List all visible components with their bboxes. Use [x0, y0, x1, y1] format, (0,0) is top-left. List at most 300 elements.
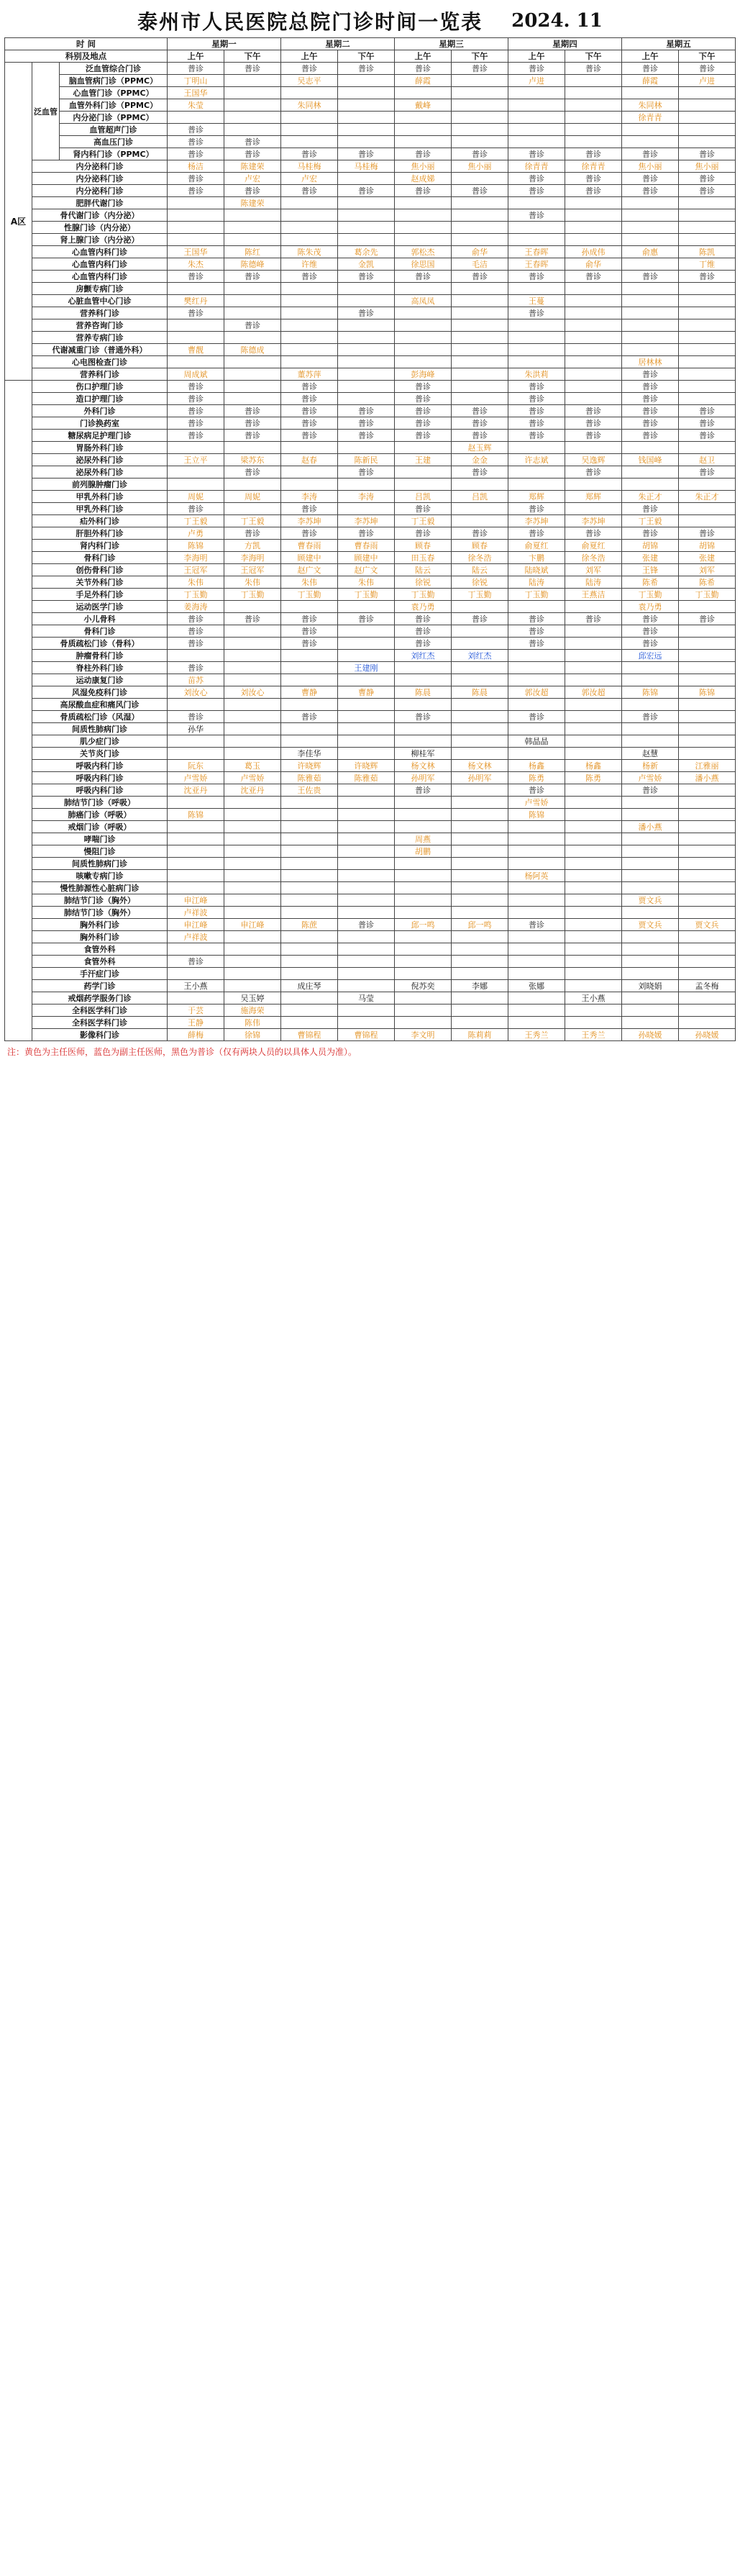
schedule-cell: 王春晖	[508, 258, 565, 271]
schedule-cell	[281, 601, 338, 613]
department-name: 心血管门诊（PPMC）	[60, 87, 168, 99]
schedule-cell: 普诊	[452, 271, 508, 283]
schedule-cell: 普诊	[622, 784, 679, 797]
schedule-cell	[281, 723, 338, 735]
department-name: 创伤骨科门诊	[32, 564, 168, 576]
schedule-cell	[452, 479, 508, 491]
schedule-cell: 贾文兵	[679, 919, 736, 931]
schedule-cell: 吴逸辉	[565, 454, 622, 466]
schedule-cell	[224, 112, 281, 124]
schedule-cell	[338, 368, 395, 381]
schedule-cell: 普诊	[565, 466, 622, 479]
schedule-cell	[395, 209, 452, 222]
schedule-cell: 杨洁	[168, 160, 224, 173]
department-name: 甲乳外科门诊	[32, 491, 168, 503]
schedule-cell	[508, 332, 565, 344]
schedule-cell: 毛洁	[452, 258, 508, 271]
schedule-cell	[679, 344, 736, 356]
table-row	[5, 173, 736, 185]
schedule-cell	[338, 711, 395, 723]
schedule-cell	[281, 283, 338, 295]
schedule-cell	[565, 650, 622, 662]
table-row	[5, 75, 736, 87]
schedule-cell	[168, 442, 224, 454]
schedule-cell: 郭松杰	[395, 246, 452, 258]
schedule-cell: 普诊	[565, 405, 622, 417]
schedule-cell: 杨新	[622, 760, 679, 772]
department-name: 咳嗽专病门诊	[32, 870, 168, 882]
schedule-cell: 普诊	[622, 63, 679, 75]
schedule-cell: 孙晓媛	[622, 1029, 679, 1041]
schedule-cell: 普诊	[452, 63, 508, 75]
schedule-cell: 潘小燕	[622, 821, 679, 833]
schedule-cell: 普诊	[168, 711, 224, 723]
table-row	[5, 894, 736, 907]
schedule-cell	[452, 197, 508, 209]
schedule-cell	[224, 943, 281, 956]
schedule-cell: 居林林	[622, 356, 679, 368]
schedule-cell	[338, 99, 395, 112]
schedule-cell	[452, 209, 508, 222]
schedule-cell	[224, 833, 281, 845]
table-row	[5, 356, 736, 368]
schedule-cell	[565, 809, 622, 821]
table-row	[5, 650, 736, 662]
schedule-cell: 普诊	[281, 625, 338, 638]
schedule-cell: 刘军	[679, 564, 736, 576]
schedule-cell: 赵成娣	[395, 173, 452, 185]
schedule-cell: 普诊	[281, 405, 338, 417]
department-name: 糖尿病足护理门诊	[32, 430, 168, 442]
schedule-cell	[622, 1004, 679, 1017]
schedule-cell	[168, 845, 224, 858]
schedule-cell	[679, 601, 736, 613]
schedule-cell	[679, 638, 736, 650]
schedule-cell	[224, 894, 281, 907]
department-name: 呼吸内科门诊	[32, 760, 168, 772]
schedule-cell	[224, 124, 281, 136]
schedule-cell: 梁苏东	[224, 454, 281, 466]
schedule-cell: 普诊	[168, 173, 224, 185]
schedule-cell	[395, 332, 452, 344]
schedule-cell: 普诊	[565, 63, 622, 75]
department-name: 骨科门诊	[32, 625, 168, 638]
schedule-cell	[281, 968, 338, 980]
schedule-cell: 普诊	[224, 63, 281, 75]
schedule-cell	[224, 625, 281, 638]
schedule-cell: 普诊	[224, 185, 281, 197]
table-row	[5, 601, 736, 613]
schedule-cell	[338, 479, 395, 491]
table-row	[5, 858, 736, 870]
schedule-cell	[565, 931, 622, 943]
department-name: 胸外科门诊	[32, 919, 168, 931]
zone-label: A区	[5, 63, 32, 381]
schedule-cell	[168, 112, 224, 124]
schedule-cell	[452, 845, 508, 858]
schedule-cell: 朱同林	[281, 99, 338, 112]
schedule-cell	[622, 124, 679, 136]
schedule-cell: 普诊	[679, 466, 736, 479]
schedule-cell	[338, 650, 395, 662]
schedule-cell	[395, 735, 452, 748]
schedule-cell	[395, 319, 452, 332]
schedule-cell	[565, 1004, 622, 1017]
schedule-cell: 丁玉勤	[281, 589, 338, 601]
schedule-cell	[565, 442, 622, 454]
schedule-cell: 丁王毅	[168, 515, 224, 527]
time-label: 时 间	[5, 38, 168, 50]
schedule-cell: 苗苏	[168, 674, 224, 686]
schedule-cell	[622, 479, 679, 491]
schedule-cell: 金凯	[338, 258, 395, 271]
schedule-cell: 郑辉	[508, 491, 565, 503]
table-row	[5, 503, 736, 515]
schedule-cell	[622, 283, 679, 295]
department-name: 关节外科门诊	[32, 576, 168, 589]
department-name: 营养科门诊	[32, 307, 168, 319]
schedule-cell: 普诊	[452, 430, 508, 442]
schedule-cell: 施海荣	[224, 1004, 281, 1017]
schedule-cell	[622, 197, 679, 209]
schedule-cell: 徐锐	[395, 576, 452, 589]
schedule-cell	[168, 882, 224, 894]
schedule-cell: 阮东	[168, 760, 224, 772]
schedule-cell: 李娜	[452, 980, 508, 992]
schedule-cell	[168, 466, 224, 479]
schedule-cell: 普诊	[281, 417, 338, 430]
schedule-cell	[565, 956, 622, 968]
schedule-cell	[452, 112, 508, 124]
schedule-cell	[281, 882, 338, 894]
schedule-cell: 刘红杰	[395, 650, 452, 662]
schedule-cell	[452, 307, 508, 319]
department-name: 间质性肺病门诊	[32, 858, 168, 870]
schedule-cell: 普诊	[338, 405, 395, 417]
schedule-cell	[622, 809, 679, 821]
schedule-cell: 杨鑫	[508, 760, 565, 772]
schedule-cell	[281, 344, 338, 356]
schedule-cell	[452, 283, 508, 295]
schedule-cell: 孙华	[168, 723, 224, 735]
schedule-cell	[565, 344, 622, 356]
schedule-cell	[338, 845, 395, 858]
schedule-cell: 焦小丽	[679, 160, 736, 173]
table-row	[5, 821, 736, 833]
schedule-cell: 王燕洁	[565, 589, 622, 601]
department-name: 高血压门诊	[60, 136, 168, 148]
schedule-cell: 李海明	[168, 552, 224, 564]
schedule-cell	[395, 992, 452, 1004]
schedule-cell: 普诊	[281, 638, 338, 650]
schedule-cell	[338, 821, 395, 833]
schedule-cell	[565, 748, 622, 760]
table-row	[5, 968, 736, 980]
schedule-cell: 丁玉勤	[168, 589, 224, 601]
schedule-cell	[452, 833, 508, 845]
schedule-cell	[565, 1017, 622, 1029]
schedule-cell: 顾建中	[281, 552, 338, 564]
schedule-cell: 沈亚丹	[224, 784, 281, 797]
schedule-cell: 普诊	[168, 638, 224, 650]
schedule-cell: 普诊	[168, 136, 224, 148]
schedule-cell	[565, 99, 622, 112]
schedule-cell: 普诊	[508, 209, 565, 222]
schedule-cell	[508, 748, 565, 760]
location-column	[5, 381, 32, 1041]
schedule-cell	[338, 75, 395, 87]
schedule-cell	[679, 821, 736, 833]
schedule-cell: 朱正才	[679, 491, 736, 503]
table-row	[5, 564, 736, 576]
schedule-cell: 曹锦程	[338, 1029, 395, 1041]
department-name: 小儿骨科	[32, 613, 168, 625]
schedule-cell: 陈雅茹	[281, 772, 338, 784]
schedule-cell	[452, 748, 508, 760]
table-row	[5, 956, 736, 968]
department-name: 肾内科门诊	[32, 540, 168, 552]
schedule-cell	[452, 723, 508, 735]
schedule-cell	[508, 222, 565, 234]
schedule-cell: 王佐贵	[281, 784, 338, 797]
table-row	[5, 160, 736, 173]
schedule-cell: 马桂梅	[338, 160, 395, 173]
department-name: 全科医学科门诊	[32, 1017, 168, 1029]
schedule-cell	[281, 1017, 338, 1029]
schedule-cell: 马桂梅	[281, 160, 338, 173]
schedule-cell: 普诊	[679, 271, 736, 283]
schedule-cell: 陈建荣	[224, 197, 281, 209]
schedule-cell: 戴峰	[395, 99, 452, 112]
schedule-cell	[565, 870, 622, 882]
schedule-cell: 徐冬浩	[565, 552, 622, 564]
schedule-cell: 陈建荣	[224, 160, 281, 173]
schedule-cell	[452, 173, 508, 185]
schedule-cell: 普诊	[281, 430, 338, 442]
table-row	[5, 797, 736, 809]
schedule-cell: 普诊	[508, 784, 565, 797]
schedule-cell	[508, 821, 565, 833]
schedule-cell	[508, 650, 565, 662]
schedule-cell: 陆云	[452, 564, 508, 576]
schedule-cell: 普诊	[508, 393, 565, 405]
schedule-cell: 徐锐	[452, 576, 508, 589]
schedule-cell: 普诊	[281, 393, 338, 405]
schedule-cell: 普诊	[395, 271, 452, 283]
schedule-cell: 普诊	[281, 63, 338, 75]
schedule-cell: 杨鑫	[565, 760, 622, 772]
schedule-cell: 卢进	[679, 75, 736, 87]
schedule-cell: 贾文兵	[622, 894, 679, 907]
schedule-cell	[338, 1004, 395, 1017]
schedule-cell: 普诊	[508, 430, 565, 442]
schedule-cell: 普诊	[395, 185, 452, 197]
schedule-cell	[338, 442, 395, 454]
table-row	[5, 845, 736, 858]
schedule-cell	[565, 136, 622, 148]
schedule-cell: 王建刚	[338, 662, 395, 674]
schedule-cell: 顾春	[395, 540, 452, 552]
day-header: 星期二	[281, 38, 395, 50]
schedule-cell: 曹春雨	[281, 540, 338, 552]
schedule-cell	[395, 87, 452, 99]
schedule-cell	[679, 845, 736, 858]
schedule-cell: 吴玉婷	[224, 992, 281, 1004]
department-name: 代谢减重门诊（普通外科）	[32, 344, 168, 356]
schedule-cell: 普诊	[508, 638, 565, 650]
department-name: 药学门诊	[32, 980, 168, 992]
schedule-cell	[508, 112, 565, 124]
schedule-cell	[565, 980, 622, 992]
schedule-cell	[452, 393, 508, 405]
schedule-cell: 普诊	[168, 613, 224, 625]
schedule-cell	[281, 234, 338, 246]
schedule-cell	[565, 882, 622, 894]
department-name: 关节炎门诊	[32, 748, 168, 760]
schedule-cell: 卞鹏	[508, 552, 565, 564]
table-row	[5, 491, 736, 503]
department-name: 造口护理门诊	[32, 393, 168, 405]
schedule-cell	[281, 222, 338, 234]
schedule-cell	[281, 870, 338, 882]
schedule-cell: 普诊	[338, 527, 395, 540]
schedule-cell	[452, 222, 508, 234]
table-row	[5, 307, 736, 319]
table-row	[5, 1029, 736, 1041]
schedule-cell: 袁乃勇	[622, 601, 679, 613]
schedule-cell	[622, 674, 679, 686]
schedule-cell: 李涛	[281, 491, 338, 503]
schedule-cell	[622, 907, 679, 919]
schedule-cell: 普诊	[679, 405, 736, 417]
schedule-cell	[338, 833, 395, 845]
schedule-cell	[679, 136, 736, 148]
schedule-cell	[168, 332, 224, 344]
schedule-cell: 陈蔗	[281, 919, 338, 931]
schedule-cell: 王春晖	[508, 246, 565, 258]
schedule-cell	[224, 442, 281, 454]
schedule-cell	[168, 943, 224, 956]
schedule-cell	[395, 356, 452, 368]
table-row	[5, 234, 736, 246]
department-name: 外科门诊	[32, 405, 168, 417]
schedule-cell	[565, 368, 622, 381]
schedule-cell: 柳桂军	[395, 748, 452, 760]
schedule-cell	[622, 222, 679, 234]
table-row	[5, 197, 736, 209]
schedule-cell	[168, 319, 224, 332]
schedule-cell: 普诊	[224, 319, 281, 332]
schedule-cell: 王国华	[168, 246, 224, 258]
schedule-cell: 丁玉勤	[679, 589, 736, 601]
schedule-cell	[395, 479, 452, 491]
schedule-cell	[565, 907, 622, 919]
schedule-cell	[622, 1017, 679, 1029]
schedule-cell: 顾春	[452, 540, 508, 552]
schedule-cell: 普诊	[338, 307, 395, 319]
schedule-cell: 李苏坤	[281, 515, 338, 527]
schedule-cell: 周妮	[168, 491, 224, 503]
schedule-cell: 曹锦程	[281, 1029, 338, 1041]
schedule-cell: 李文明	[395, 1029, 452, 1041]
department-name: 疝外科门诊	[32, 515, 168, 527]
schedule-cell: 丁王毅	[622, 515, 679, 527]
schedule-cell	[452, 907, 508, 919]
schedule-cell: 曹春雨	[338, 540, 395, 552]
schedule-cell: 丁明山	[168, 75, 224, 87]
schedule-cell: 王立平	[168, 454, 224, 466]
schedule-cell: 普诊	[395, 711, 452, 723]
schedule-cell	[168, 968, 224, 980]
schedule-cell: 刘汝心	[224, 686, 281, 699]
department-name: 伤口护理门诊	[32, 381, 168, 393]
table-row	[5, 748, 736, 760]
schedule-cell: 普诊	[224, 527, 281, 540]
schedule-cell	[679, 283, 736, 295]
department-name: 门诊换药室	[32, 417, 168, 430]
schedule-cell: 卢祥波	[168, 907, 224, 919]
schedule-cell	[168, 209, 224, 222]
schedule-cell: 普诊	[224, 136, 281, 148]
schedule-cell: 陈希	[679, 576, 736, 589]
schedule-cell: 普诊	[168, 148, 224, 160]
schedule-cell: 普诊	[508, 711, 565, 723]
department-name: 影像科门诊	[32, 1029, 168, 1041]
schedule-cell	[395, 797, 452, 809]
schedule-cell: 许维	[281, 258, 338, 271]
schedule-cell	[338, 809, 395, 821]
schedule-cell	[679, 956, 736, 968]
schedule-cell: 普诊	[565, 185, 622, 197]
schedule-cell: 薛霞	[622, 75, 679, 87]
schedule-cell	[281, 136, 338, 148]
am-header: 上午	[622, 50, 679, 63]
department-name: 食管外科	[32, 943, 168, 956]
schedule-cell	[452, 1004, 508, 1017]
schedule-cell	[338, 319, 395, 332]
schedule-cell: 丁玉勤	[224, 589, 281, 601]
schedule-cell	[622, 319, 679, 332]
schedule-cell	[622, 858, 679, 870]
schedule-cell	[395, 1004, 452, 1017]
schedule-cell: 朱杰	[168, 258, 224, 271]
schedule-cell	[622, 882, 679, 894]
schedule-cell	[622, 956, 679, 968]
schedule-cell: 卢宏	[281, 173, 338, 185]
schedule-cell: 曹靓	[168, 344, 224, 356]
schedule-cell	[452, 356, 508, 368]
schedule-cell: 普诊	[224, 417, 281, 430]
schedule-cell	[622, 797, 679, 809]
schedule-cell	[565, 601, 622, 613]
department-name: 肾上腺门诊（内分泌）	[32, 234, 168, 246]
schedule-cell	[508, 1017, 565, 1029]
table-row	[5, 540, 736, 552]
schedule-cell: 普诊	[395, 393, 452, 405]
schedule-cell	[224, 674, 281, 686]
schedule-cell: 普诊	[679, 417, 736, 430]
schedule-cell: 普诊	[395, 625, 452, 638]
table-row	[5, 576, 736, 589]
schedule-cell	[281, 907, 338, 919]
schedule-cell: 普诊	[508, 503, 565, 515]
schedule-cell	[679, 319, 736, 332]
schedule-cell	[395, 466, 452, 479]
schedule-cell	[168, 650, 224, 662]
schedule-cell	[622, 295, 679, 307]
schedule-cell: 陈德成	[224, 344, 281, 356]
page-date: 2024. 11	[511, 10, 603, 32]
